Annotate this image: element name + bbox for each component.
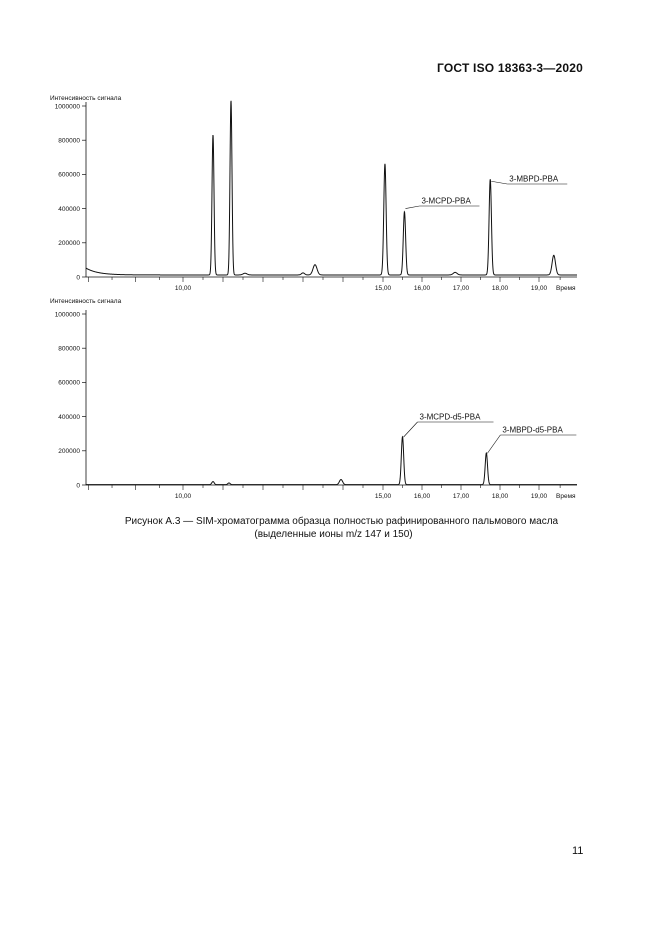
caption-line-2: (выделенные ионы m/z 147 и 150)	[254, 529, 413, 540]
x-tick-label: 18,00	[491, 493, 509, 500]
annotation-leader	[487, 435, 500, 453]
signal-trace	[86, 101, 577, 275]
annotation-label: 3-MBPD-PBA	[509, 174, 559, 184]
figure-caption	[0, 515, 661, 541]
x-axis-label: Время	[556, 493, 576, 500]
x-axis-label: Время	[556, 285, 576, 292]
y-axis-label: Интенсивность сигнала	[50, 95, 122, 102]
y-tick-label: 0	[76, 482, 80, 490]
y-axis-label: Интенсивность сигнала	[50, 298, 122, 305]
x-tick-label: 16,00	[413, 285, 431, 292]
page-number: 11	[572, 845, 584, 857]
x-tick-label: 18,00	[491, 285, 509, 292]
x-tick-label: 17,00	[452, 493, 470, 500]
y-tick-label: 400000	[58, 205, 80, 213]
caption-line-1: Рисунок А.3 — SIM-хроматограмма образца полностью рафинированного пальмового масла	[124, 516, 559, 527]
x-tick-label: 19,00	[530, 285, 548, 292]
x-tick-label: 10,00	[174, 493, 192, 500]
y-tick-label: 600000	[58, 379, 80, 387]
signal-trace	[86, 437, 577, 485]
y-tick-label: 1000000	[54, 311, 80, 319]
y-tick-label: 800000	[58, 345, 80, 353]
x-tick-label: 15,00	[374, 285, 392, 292]
x-tick-label: 17,00	[452, 285, 470, 292]
y-tick-label: 600000	[58, 171, 80, 179]
y-tick-label: 1000000	[54, 103, 80, 111]
chromatogram-top	[0, 86, 661, 292]
standard-designation: ГОСТ ISO 18363-3—2020	[437, 61, 583, 75]
annotation-leader	[404, 422, 418, 437]
x-tick-label: 15,00	[374, 493, 392, 500]
x-tick-label: 16,00	[413, 493, 431, 500]
annotation-label: 3-MBPD-d5-PBA	[502, 425, 563, 435]
annotation-label: 3-MCPD-d5-PBA	[419, 412, 481, 422]
y-tick-label: 400000	[58, 413, 80, 421]
x-tick-label: 19,00	[530, 493, 548, 500]
y-tick-label: 200000	[58, 240, 80, 248]
annotation-label: 3-MCPD-PBA	[421, 196, 471, 206]
annotation-leader	[491, 181, 507, 184]
y-tick-label: 200000	[58, 448, 80, 456]
annotation-leader	[405, 206, 419, 209]
y-tick-label: 0	[76, 274, 80, 282]
y-tick-label: 800000	[58, 137, 80, 145]
chromatogram-bottom	[0, 292, 661, 502]
x-tick-label: 10,00	[174, 285, 192, 292]
